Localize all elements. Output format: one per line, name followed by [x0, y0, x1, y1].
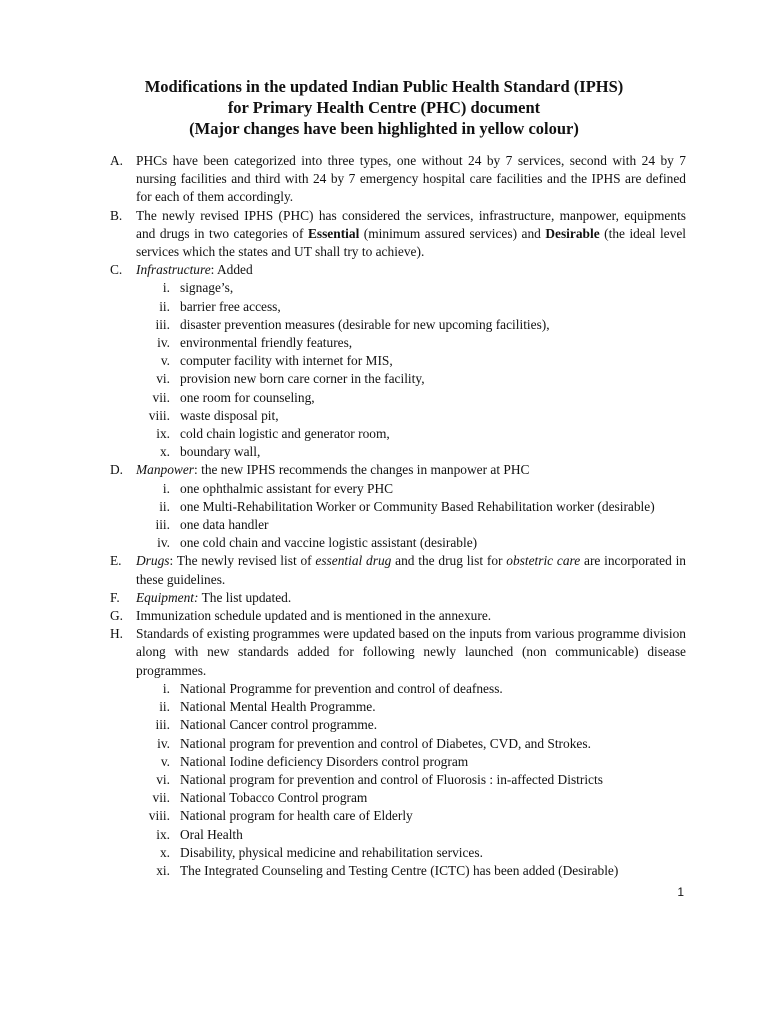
sub-list-item — [110, 389, 686, 407]
sub-list-item-number: iii. — [155, 517, 170, 533]
sub-list-item — [110, 862, 686, 880]
list-item-text: : the new IPHS recommends the changes in manpower at PHC — [194, 462, 530, 478]
list-item — [110, 152, 686, 207]
list-item-text: Desirable — [545, 225, 600, 241]
sub-list-item — [110, 826, 686, 844]
sub-list-item-number: vii. — [152, 790, 170, 806]
list-item-text: : The newly revised list of — [169, 553, 316, 569]
sub-list-item — [110, 735, 686, 753]
list-item — [110, 625, 686, 680]
list-item — [110, 461, 686, 479]
sub-list-item — [110, 279, 686, 297]
sub-list-item-number: v. — [160, 353, 170, 369]
sub-list-item — [110, 698, 686, 716]
title-line: for Primary Health Centre (PHC) document — [227, 98, 541, 117]
sub-list-item-text: one room for counseling, — [180, 389, 315, 405]
sub-list-item — [110, 370, 686, 388]
sub-list-item-text: National program for prevention and control of Fluorosis : in-affected Districts — [180, 771, 603, 787]
sub-list-item-text: one data handler — [180, 517, 269, 533]
sub-list-item-text: environmental friendly features, — [180, 335, 353, 351]
list-item-letter: F. — [110, 589, 120, 605]
list-item-text: Manpower — [136, 462, 195, 478]
list-item — [110, 607, 686, 625]
sub-list-item — [110, 789, 686, 807]
sub-list-item-number: iv. — [157, 335, 170, 351]
sub-list-item — [110, 716, 686, 734]
list-item — [110, 261, 686, 279]
sub-list-item-number: vi. — [156, 771, 170, 787]
list-item — [110, 589, 686, 607]
list-item-text: The list updated. — [198, 589, 292, 605]
sub-list-item-number: ii. — [159, 699, 170, 715]
sub-list-item-text: Disability, physical medicine and rehabilitation services. — [180, 844, 483, 860]
list-item-letter: H. — [110, 626, 124, 642]
sub-list-item-text: National Iodine deficiency Disorders control program — [180, 753, 469, 769]
sub-list-item-text: disaster prevention measures (desirable for new upcoming facilities), — [180, 316, 550, 332]
sub-list-item-number: iv. — [157, 535, 170, 551]
sub-list-item-text: National Cancer control programme. — [180, 717, 378, 733]
sub-list-item-number: x. — [159, 844, 170, 860]
sub-list-item-text: one ophthalmic assistant for every PHC — [180, 480, 394, 496]
list-item-text: essential drug — [315, 553, 392, 569]
list-item-text: are incorporated in these guidelines. — [136, 553, 686, 587]
sub-list-item-text: National Tobacco Control program — [180, 790, 368, 806]
list-item-text: (minimum assured services) and — [359, 225, 546, 241]
list-item-text: : Added — [210, 262, 253, 278]
sub-list-item-number: viii. — [148, 808, 170, 824]
sub-list-item — [110, 844, 686, 862]
list-item-letter: E. — [110, 553, 122, 569]
list-item-letter: G. — [110, 608, 124, 624]
list-item-text: Immunization schedule updated and is mentioned in the annexure. — [136, 608, 492, 624]
list-item-text: PHCs have been categorized into three types, one without 24 by 7 services, second with 24 by 7 nursing facilities and third with 24 by 7 emergency hospital care facilities and the IPHS are defined for each of them accordingly. — [136, 153, 686, 205]
sub-list-item-number: ii. — [159, 498, 170, 514]
sub-list-item — [110, 298, 686, 316]
list-item-letter: A. — [110, 153, 124, 168]
list-item-text: and the drug list for — [391, 553, 507, 569]
sub-list-item-text: The Integrated Counseling and Testing Centre (ICTC) has been added (Desirable) — [180, 862, 619, 878]
sub-list-item — [110, 334, 686, 352]
sub-list-item — [110, 498, 686, 516]
list-item-text: (the ideal level services which the states and UT shall try to achieve). — [136, 225, 686, 260]
sub-list-item — [110, 534, 686, 552]
sub-list-item-number: i. — [162, 280, 170, 296]
sub-list-item — [110, 316, 686, 334]
sub-list-item-number: xi. — [156, 862, 170, 878]
sub-list-item-number: iv. — [157, 735, 170, 751]
sub-list-item-text: provision new born care corner in the facility, — [180, 371, 425, 387]
title-line: (Major changes have been highlighted in yellow colour) — [189, 119, 579, 138]
page-number: 1 — [677, 885, 684, 899]
sub-list-item-text: one Multi-Rehabilitation Worker or Community Based Rehabilitation worker (desirable) — [180, 498, 655, 514]
sub-list-item-text: signage’s, — [180, 280, 234, 296]
list-item-text: The newly revised IPHS (PHC) has considered the services, infrastructure, manpower, equipments and drugs in two categories of — [136, 207, 686, 241]
sub-list-item-text: National Mental Health Programme. — [180, 699, 376, 715]
document-title — [0, 76, 768, 139]
sub-list-item-number: viii. — [148, 407, 170, 423]
sub-list-item-text: National program for prevention and control of Diabetes, CVD, and Strokes. — [180, 735, 591, 751]
sub-list-item-number: iii. — [155, 316, 170, 332]
sub-list-item — [110, 753, 686, 771]
sub-list-item-number: x. — [159, 444, 170, 460]
sub-list-item-number: ii. — [159, 298, 170, 314]
sub-list-item — [110, 516, 686, 534]
sub-list-item-number: vi. — [156, 371, 170, 387]
sub-list-item-text: National program for health care of Elderly — [180, 808, 413, 824]
list-item-letter: D. — [110, 462, 124, 478]
list-item-text: Equipment: — [136, 589, 199, 605]
sub-list-item-number: ix. — [156, 426, 170, 442]
list-item — [110, 207, 686, 262]
sub-list-item-number: i. — [162, 480, 170, 496]
list-item-letter: B. — [110, 207, 123, 223]
sub-list-item-text: National Programme for prevention and control of deafness. — [180, 680, 503, 696]
sub-list-item — [110, 807, 686, 825]
sub-list-item — [110, 480, 686, 498]
sub-list-item-text: waste disposal pit, — [180, 407, 279, 423]
sub-list-item — [110, 443, 686, 461]
sub-list-item — [110, 680, 686, 698]
sub-list-item — [110, 407, 686, 425]
sub-list-item-text: barrier free access, — [180, 298, 281, 314]
list-item — [110, 552, 686, 588]
sub-list-item — [110, 771, 686, 789]
sub-list-item-text: Oral Health — [180, 826, 243, 842]
sub-list-item-text: boundary wall, — [180, 444, 261, 460]
sub-list-item-text: cold chain logistic and generator room, — [180, 426, 390, 442]
list-item-text: obstetric care — [506, 553, 581, 569]
sub-list-item — [110, 352, 686, 370]
sub-list-item-number: v. — [160, 753, 170, 769]
list-item-text: Essential — [307, 225, 360, 241]
sub-list-item-text: one cold chain and vaccine logistic assistant (desirable) — [180, 535, 478, 551]
sub-list-item-number: iii. — [155, 717, 170, 733]
list-item-letter: C. — [110, 262, 123, 278]
list-item-text: Infrastructure — [136, 262, 211, 278]
title-line: Modifications in the updated Indian Public Health Standard (IPHS) — [144, 77, 624, 96]
sub-list-item-text: computer facility with internet for MIS, — [180, 353, 393, 369]
sub-list-item — [110, 425, 686, 443]
document-body — [110, 152, 686, 880]
sub-list-item-number: ix. — [156, 826, 170, 842]
sub-list-item-number: vii. — [152, 389, 170, 405]
list-item-text: Drugs — [136, 553, 170, 569]
list-item-text: Standards of existing programmes were updated based on the inputs from various programme division along with new standards added for following newly launched (non communicable) disease programmes. — [136, 626, 686, 678]
sub-list-item-number: i. — [162, 680, 170, 696]
